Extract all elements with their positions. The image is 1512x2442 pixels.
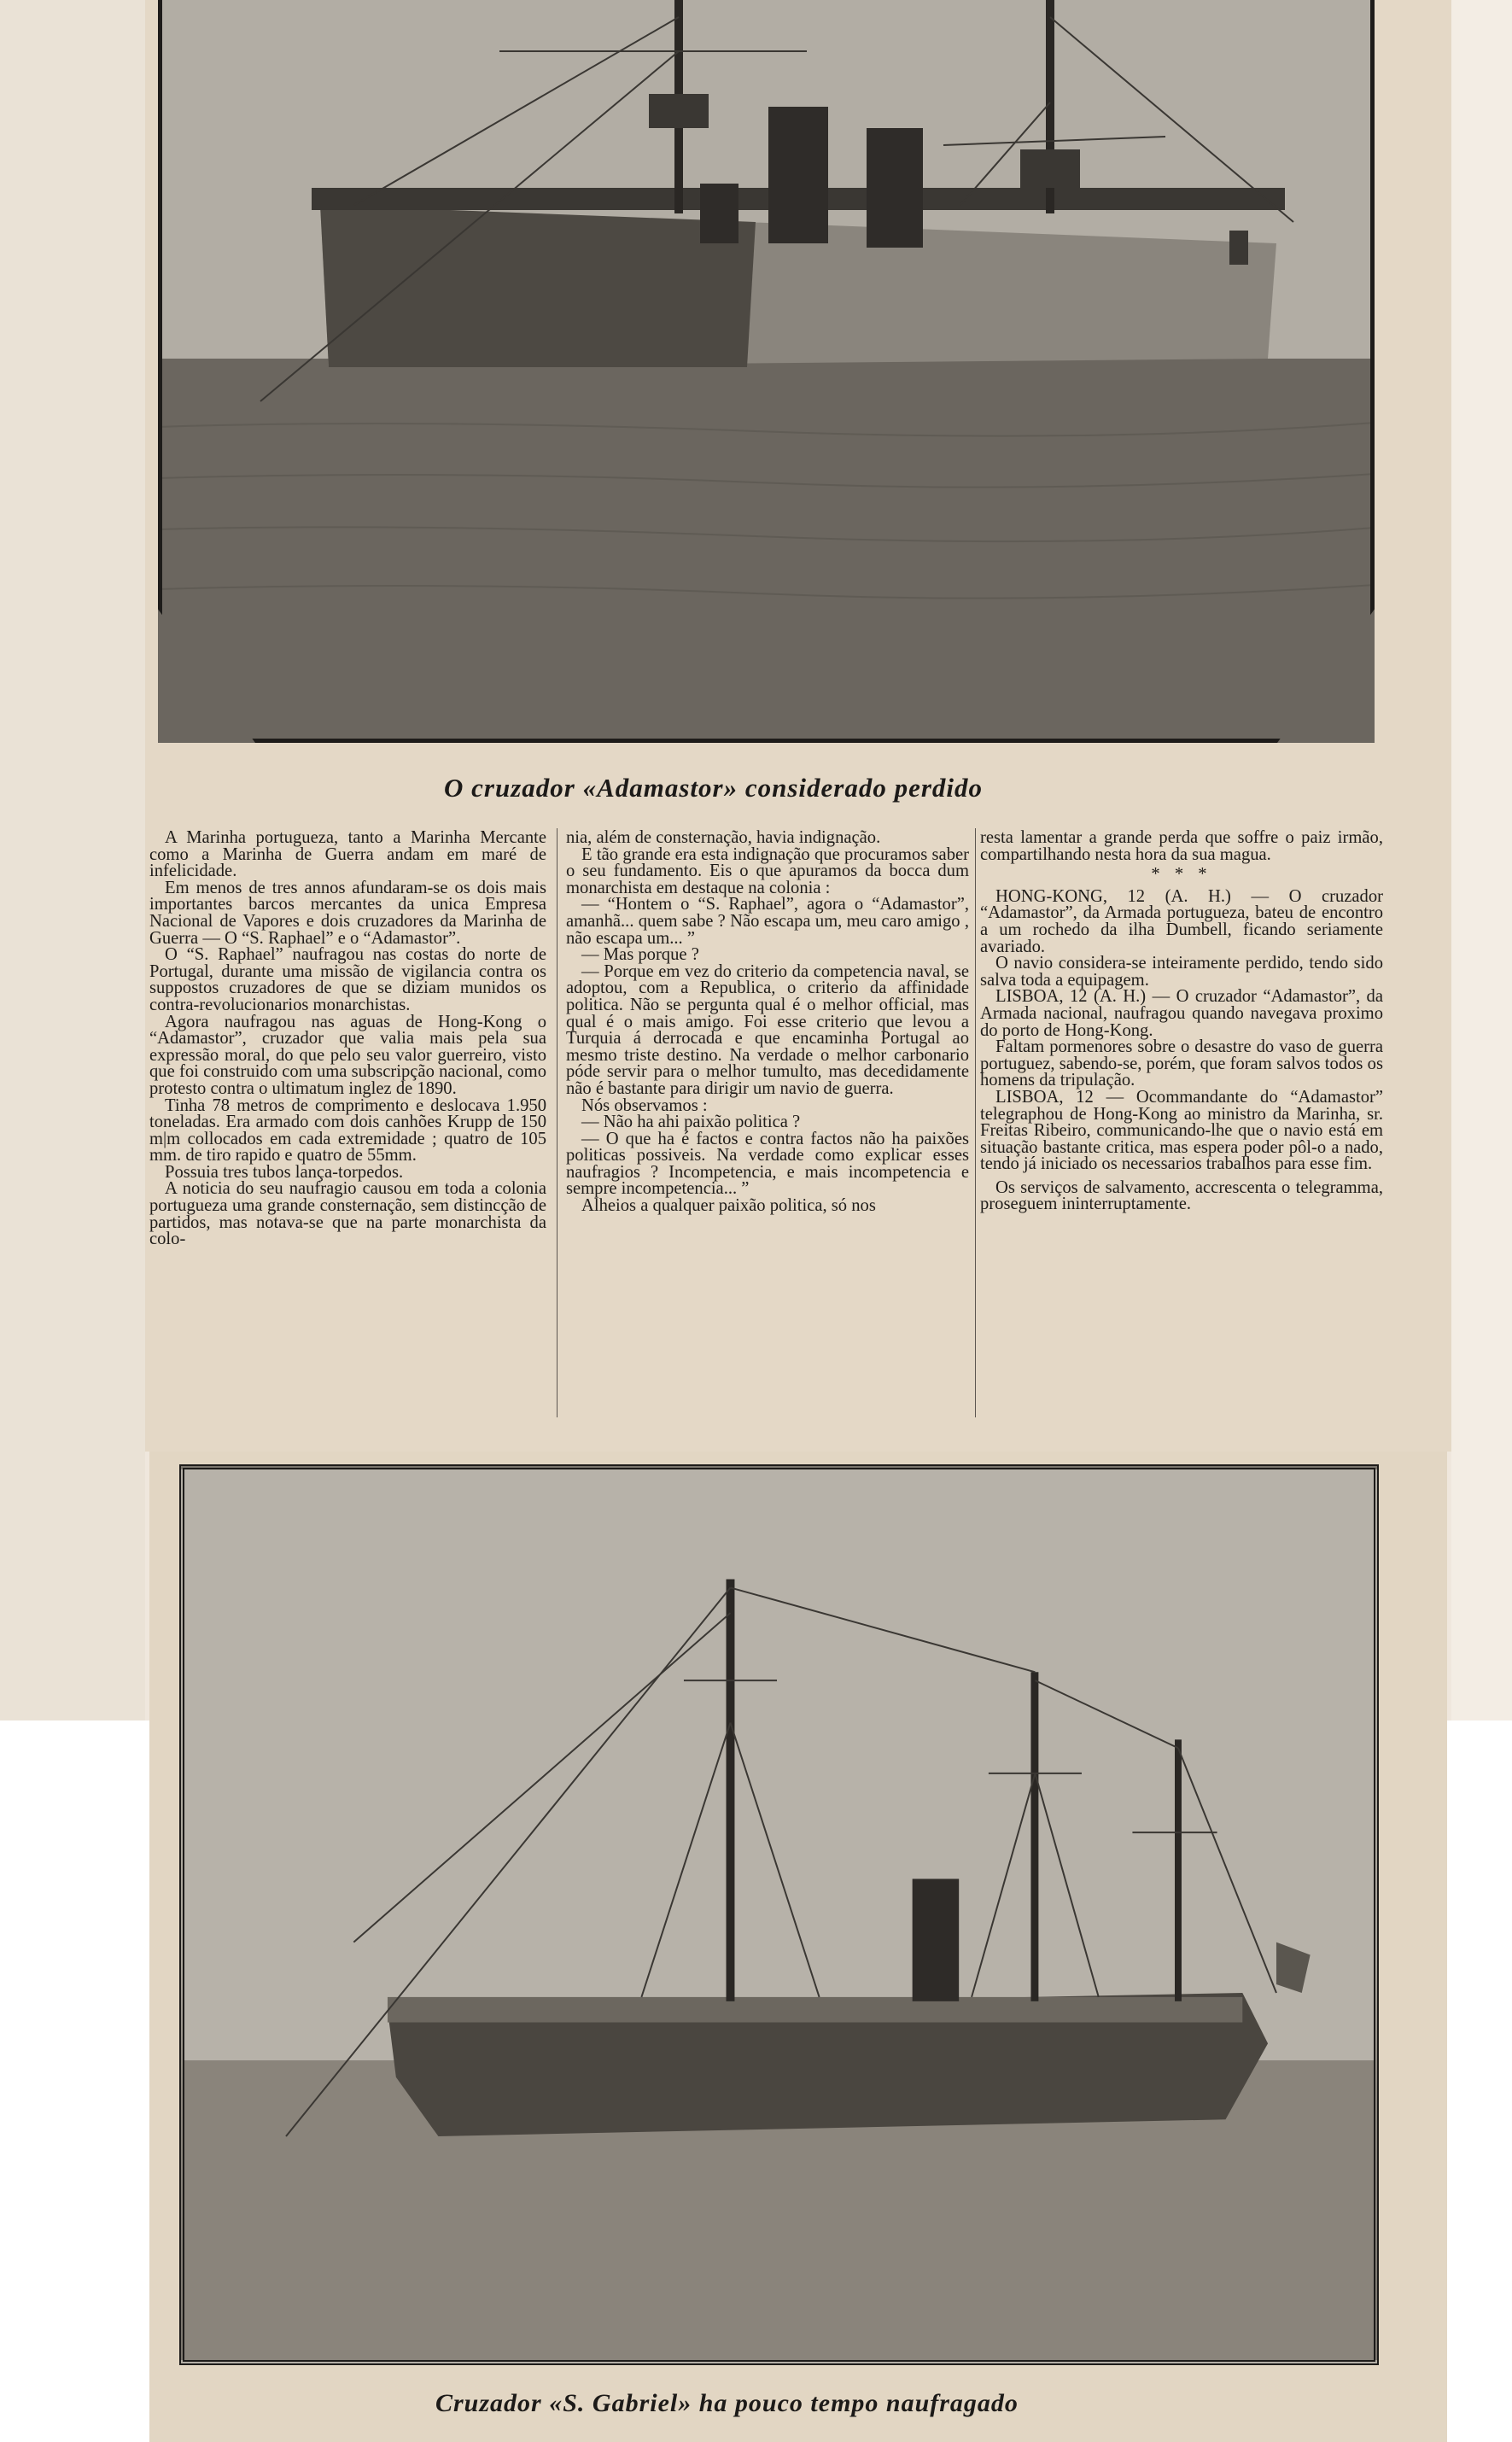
paragraph: — Não ha ahi paixão politica ? [581,1113,801,1132]
paragraph: Os serviços de salvamento, accrescenta o telegramma, proseguem ininterruptamente. [980,1177,1383,1214]
paragraph: resta lamentar a grande perda que soffre o paiz irmão, compartilhando nesta hora da sua magua. [980,828,1383,864]
section-separator: * * * [1151,865,1212,885]
photo-border-top [158,0,1375,743]
paragraph: A Marinha portugueza, tanto a Marinha Mercante como a Marinha de Guerra andam em maré de infelicidade. [149,828,546,881]
paragraph: Em menos de tres annos afundaram-se os dois mais importantes barcos mercantes da unica Empresa Nacional de Vapores e dois cruzadores da Marinha de Guerra — O “S. Raphael” e o “Adamastor”. [149,878,546,948]
column-rule [975,828,976,1417]
paragraph: Nós observamos : [581,1095,708,1115]
paragraph: nia, além de consternação, havia indignação. [566,828,881,847]
scan-margin-left [0,0,145,1720]
paragraph: Agora naufragou nas aguas de Hong-Kong o “Adamastor”, cruzador que valia mais pela sua expressão moral, do que pelo seu valor guerreiro, visto que foi construido com uma subscripção nacional, como protesto contra o ultimatum inglez de 1890. [149,1012,546,1098]
paragraph: Alheios a qualquer paixão politica, só nos [581,1196,876,1216]
article-column-2 [566,830,969,1215]
ship-illustration-bottom [184,1469,1374,2360]
paragraph: — Mas porque ? [581,945,699,965]
article-column-1 [149,830,546,1248]
paragraph: — Porque em vez do criterio da competencia naval, se adoptou, com a Republica, o criterio da affinidade politica. Não se pergunta qual é o melhor official, mas qual é o mais amigo. Foi esse criterio que levou a Turquia á derrocada e que encaminha Portugal ao mesmo triste destino. Na verdade o melhor carbonario póde servir para o melhor tumulto, mas decedidamente não é bastante para dirigir um navio de guerra. [566,961,969,1098]
caption-s-gabriel: Cruzador «S. Gabriel» ha pouco tempo naufragado [435,2389,1019,2417]
dateline-paragraph: LISBOA, 12 (A. H.) — O cruzador “Adamastor”, da Armada nacional, naufragou quando navegava proximo do porto de Hong-Kong. [980,987,1383,1040]
paragraph: E tão grande era esta indignação que procuramos saber o seu fundamento. Eis o que apuramos da bocca dum monarchista em destaque na colonia : [566,844,969,897]
paragraph: A noticia do seu naufragio causou em toda a colonia portugueza uma grande consternação, sem distincção de partidos, mas notava-se que na parte monarchista da colo- [149,1179,546,1249]
dateline-paragraph: HONG-KONG, 12 (A. H.) — O cruzador “Adamastor”, da Armada portugueza, bateu de encontro a um rochedo da ilha Dumbell, ficando seriamente avariado. [980,886,1383,956]
column-rule [557,828,558,1417]
dateline-paragraph: LISBOA, 12 — Ocommandante do “Adamastor” telegraphou de Hong-Kong ao ministro da Marinha, sr. Freitas Ribeiro, communicando-lhe que o navio está em situação bastante critica, mas espera poder pôl-o a nado, tendo já iniciado os necessarios trabalhos para esse fim. [980,1087,1383,1174]
scan-margin-right [1451,0,1512,1720]
paragraph: O navio considera-se inteiramente perdido, tendo sido salva toda a equipagem. [980,954,1383,990]
paragraph: Tinha 78 metros de comprimento e deslocava 1.950 toneladas. Era armado com dois canhões Krupp de 150 m|m collocados em cada extremidade ; quatro de 105 mm. de tiro rapido e quatro de 55mm. [149,1095,546,1166]
paragraph: O “S. Raphael” naufragou nas costas do norte de Portugal, durante uma missão de vigilancia contra os suppostos cruzadores de que se diziam munidos os contra-revolucionarios monarchistas. [149,945,546,1014]
article-column-3 [980,830,1383,1213]
paragraph: Possuia tres tubos lança-torpedos. [165,1162,404,1182]
paragraph: — “Hontem o “S. Raphael”, agora o “Adamastor”, amanhã... quem sabe ? Não escapa um, meu caro amigo , não escapa um... ” [566,895,969,948]
cruiser-s-gabriel-photo [179,1464,1379,2365]
caption-adamastor: O cruzador «Adamastor» considerado perdido [444,773,984,803]
paragraph: — O que ha é factos e contra factos não ha paixões politicas possiveis. Na verdade como explicar esses naufragios ? Incompetencia, e mais incompetencia e sempre incompetencia... ” [566,1129,969,1199]
paragraph: Faltam pormenores sobre o desastre do vaso de guerra portuguez, sabendo-se, porém, que foram salvos todos os homens da tripulação. [980,1037,1383,1090]
